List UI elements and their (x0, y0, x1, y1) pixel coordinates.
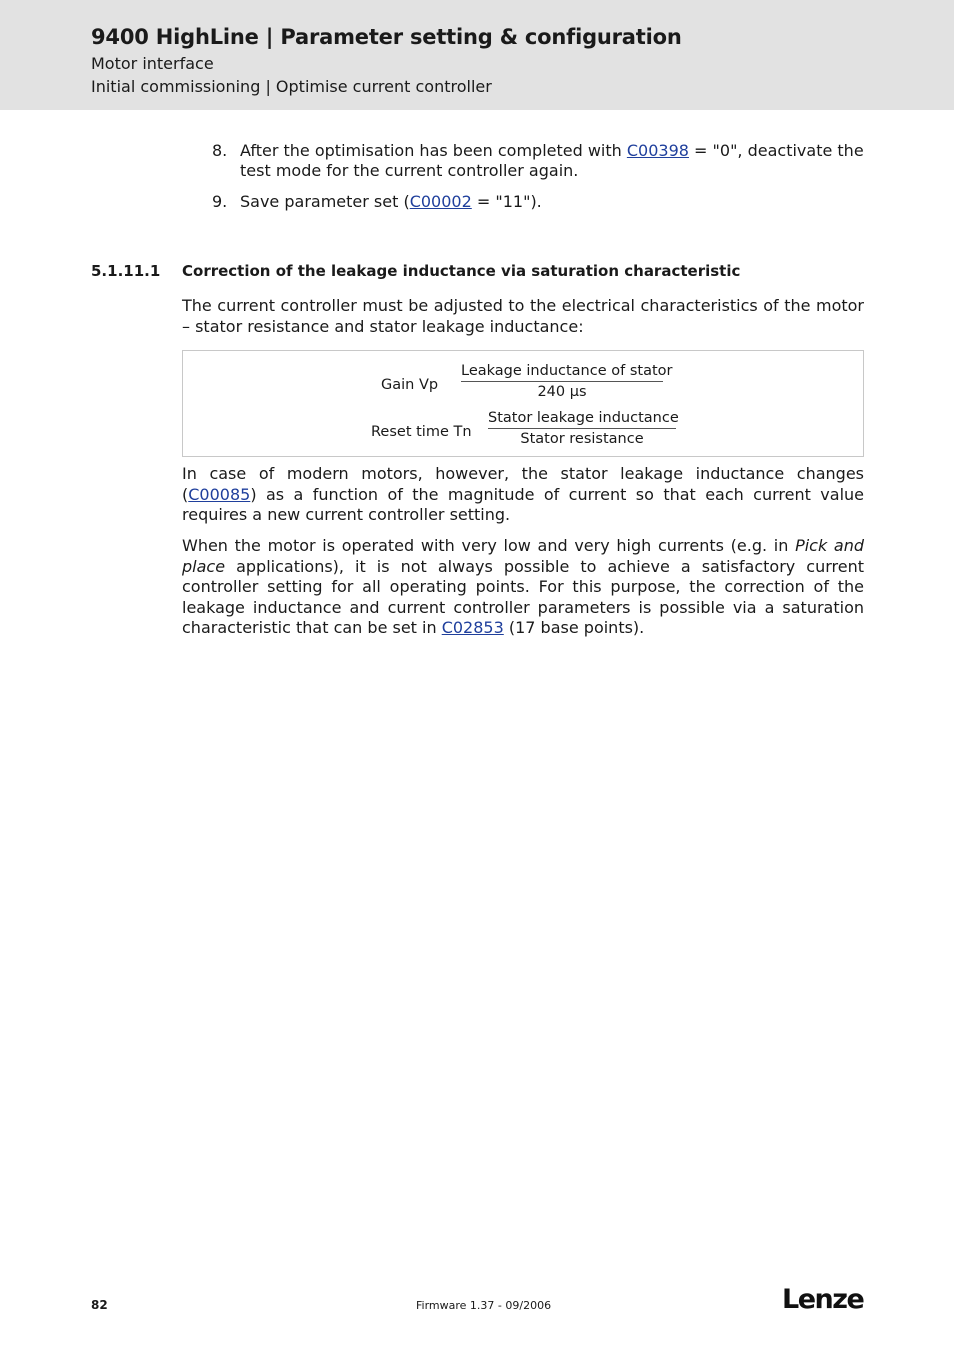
step-text: Save parameter set ( (240, 192, 410, 211)
formula-label: Gain Vp (381, 377, 439, 393)
list-item (212, 192, 864, 212)
section-subtitle: Initial commissioning | Optimise current controller (91, 77, 492, 96)
formula-box (182, 350, 864, 457)
section-title: Correction of the leakage inductance via saturation characteristic (182, 262, 741, 280)
paragraph-text: ) as a function of the magnitude of current so that each current value requires a new current controller setting. (182, 484, 864, 524)
parameter-link-c02853[interactable]: C02853 (441, 618, 504, 637)
fraction (488, 408, 679, 449)
fraction-denominator: 240 µs (537, 384, 587, 400)
fraction-bar (461, 381, 663, 382)
parameter-link-c00398[interactable]: C00398 (626, 141, 689, 160)
page-number: 82 (91, 1298, 108, 1312)
paragraph-text: In case of modern motors, however, the stator leakage inductance changes ( (182, 464, 864, 504)
lenze-logo: Lenze (782, 1284, 864, 1315)
intro-paragraph: The current controller must be adjusted to the electrical characteristics of the motor – stator resistance and stator leakage inductance: (182, 296, 864, 336)
section-number: 5.1.11.1 (91, 262, 161, 280)
paragraph (182, 536, 864, 639)
step-number: 8. (212, 141, 228, 160)
firmware-version: Firmware 1.37 - 09/2006 (416, 1299, 552, 1312)
step-list (212, 141, 864, 223)
chapter-subtitle: Motor interface (91, 54, 214, 73)
paragraph-text: (17 base points). (503, 618, 645, 637)
document-title: 9400 HighLine | Parameter setting & configuration (91, 25, 682, 49)
step-text: = "11"). (471, 192, 542, 211)
step-number: 9. (212, 192, 228, 211)
fraction-bar (488, 428, 676, 429)
paragraph-text: When the motor is operated with very low and very high currents (e.g. in (182, 536, 796, 555)
page-header (0, 0, 954, 110)
paragraph (182, 464, 864, 526)
step-text: = "0", deactivate the test mode for the current controller again. (240, 141, 864, 180)
formula-label: Reset time Tn (371, 424, 472, 440)
fraction-numerator: Leakage inductance of stator (461, 363, 673, 379)
paragraph-text: applications), it is not always possible to achieve a satisfactory current controller setting for all operating points. For this purpose, the correction of the leakage inductance and current controller parameters is possible via a saturation characteristic that can be set in (182, 556, 864, 637)
parameter-link-c00085[interactable]: C00085 (188, 484, 251, 504)
emphasis-text: Pick and place (182, 536, 865, 576)
step-text: After the optimisation has been completed with (240, 141, 627, 160)
parameter-link-c00002[interactable]: C00002 (409, 192, 472, 211)
fraction-denominator: Stator resistance (520, 431, 644, 447)
list-item (212, 141, 864, 181)
fraction (461, 361, 673, 402)
fraction-numerator: Stator leakage inductance (488, 410, 679, 426)
